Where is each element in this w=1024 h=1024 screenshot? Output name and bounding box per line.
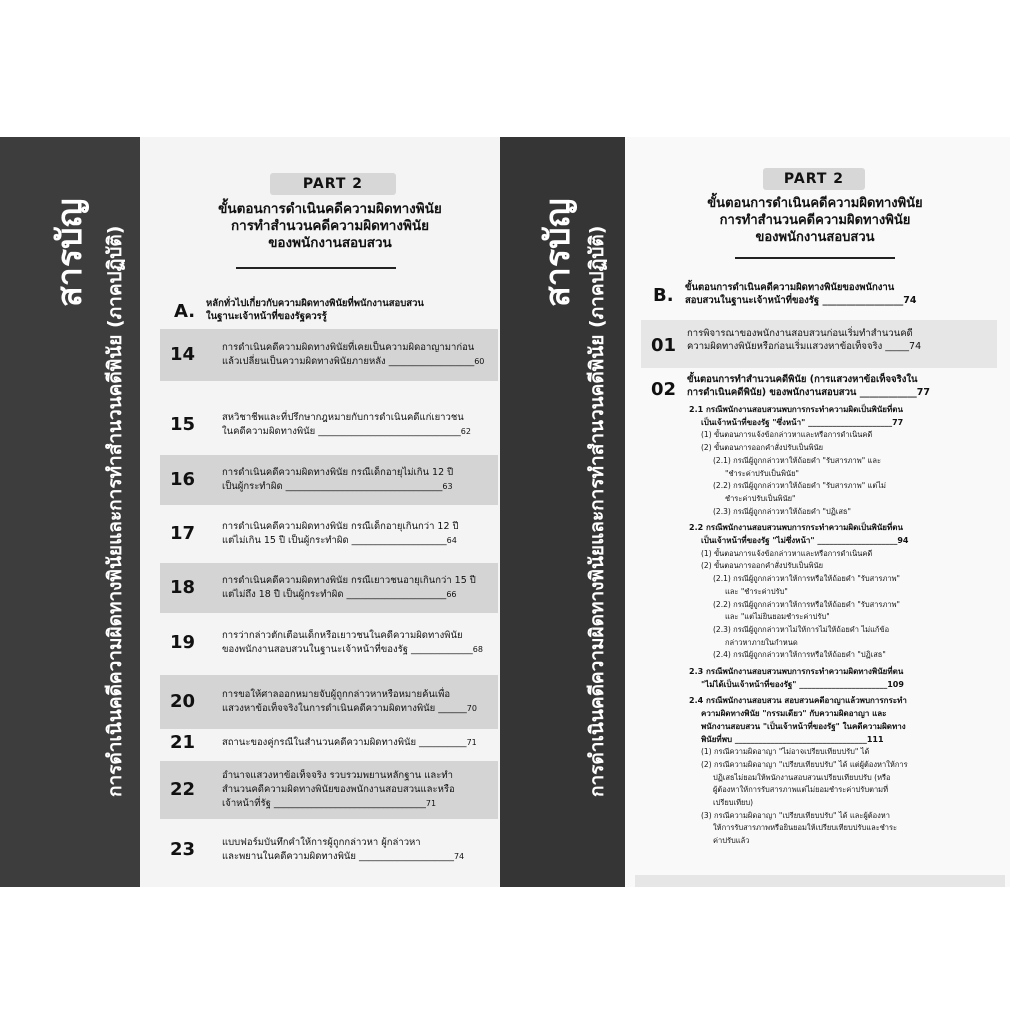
toc-entry-line: เจ้าหน้าที่รัฐ ________________________________ xyxy=(222,798,426,809)
toc-entry-text xyxy=(222,769,486,811)
toc-entry-number: 16 xyxy=(170,469,196,490)
toc-entry-line: สหวิชาชีพและที่ปรึกษากฎหมายกับการดำเนินคดีแก่เยาวชน xyxy=(222,412,464,423)
toc-subentry: (1) ขั้นตอนการแจ้งข้อกล่าวหาและหรือการดำเนินคดี xyxy=(701,548,873,558)
toc-entry-text xyxy=(222,411,486,439)
toc-entry-text xyxy=(222,466,486,494)
left-spine-title: สารบัญ xyxy=(50,198,90,307)
right-bottom-bar xyxy=(635,875,1005,887)
toc-subentry: (2.2) กรณีผู้ถูกกล่าวหาให้การหรือให้ถ้อยคำ "รับสารภาพ" xyxy=(713,599,901,609)
toc-entry-page: 70 xyxy=(466,704,477,713)
toc-subentry: ชำระค่าปรับเป็นพินัย" xyxy=(725,493,796,503)
left-section-line: หลักทั่วไปเกี่ยวกับความผิดทางพินัยที่พนักงานสอบสวน xyxy=(206,298,424,309)
toc-subentry: พินัยที่พบ _________________________________111 xyxy=(701,734,884,744)
toc-subentry: และ "ชำระค่าปรับ" xyxy=(725,586,788,596)
toc-subentry: (2.4) กรณีผู้ถูกกล่าวหาให้การหรือให้ถ้อยคำ "ปฏิเสธ" xyxy=(713,650,886,660)
left-heading-underline xyxy=(236,267,396,269)
toc-entry-line: การดำเนินคดีความผิดทางพินัยที่เคยเป็นความผิดอาญามาก่อน xyxy=(222,342,475,353)
toc-entry-number: 18 xyxy=(170,577,196,598)
toc-entry-text xyxy=(222,629,486,657)
toc-entry-line: แสวงหาข้อเท็จจริงในการดำเนินคดีความผิดทางพินัย ______ xyxy=(222,703,467,714)
toc-entry-line: การขอให้ศาลออกหมายจับผู้ถูกกล่าวหาหรือหมายค้นเพื่อ xyxy=(222,689,451,700)
toc-entry-page: 60 xyxy=(474,357,485,366)
toc-entry-text xyxy=(222,688,486,716)
toc-entry xyxy=(160,399,498,451)
toc-subentry: (2.1) กรณีผู้ถูกกล่าวหาให้การหรือให้ถ้อยคำ "รับสารภาพ" xyxy=(713,574,901,584)
right-entry-01-num: 01 xyxy=(651,335,677,356)
toc-entry-text xyxy=(222,574,486,602)
toc-entry xyxy=(160,675,498,729)
right-spine xyxy=(500,137,625,887)
toc-entry-line: สถานะของคู่กรณีในสำนวนคดีความผิดทางพินัย __________ xyxy=(222,737,467,748)
toc-subentry: (2) ขั้นตอนการออกคำสั่งปรับเป็นพินัย xyxy=(701,561,824,571)
toc-subentry: (2.3) กรณีผู้ถูกกล่าวหาไม่ให้การไม่ให้ถ้อยคำ ไม่แก้ข้อ xyxy=(713,624,890,634)
toc-subentry: "ไม่ได้เป็นเจ้าหน้าที่ของรัฐ" ______________________109 xyxy=(701,679,904,689)
toc-entry-number: 19 xyxy=(170,632,196,653)
left-spine xyxy=(0,137,140,887)
toc-subentry: 2.4 กรณีพนักงานสอบสวน สอบสวนคดีอาญาแล้วพบการกระทำ xyxy=(689,696,907,706)
toc-entry xyxy=(160,825,498,875)
right-heading-underline xyxy=(735,257,895,259)
toc-entry-text xyxy=(222,341,486,369)
toc-entry-line: การดำเนินคดีความผิดทางพินัย กรณีเด็กอายุเกินกว่า 12 ปี xyxy=(222,521,459,532)
right-heading-line: ขั้นตอนการดำเนินคดีความผิดทางพินัย xyxy=(707,196,923,211)
right-section-line: ขั้นตอนการดำเนินคดีความผิดทางพินัยของพนักงาน xyxy=(685,282,895,293)
toc-entry-line: ของพนักงานสอบสวนในฐานะเจ้าหน้าที่ของรัฐ _____________ xyxy=(222,644,473,655)
toc-entry-last-line xyxy=(222,736,486,750)
right-entry-02-num: 02 xyxy=(651,379,677,400)
toc-entry-last-line xyxy=(222,797,486,811)
right-entry-01-text xyxy=(687,327,987,353)
right-heading-line: การทำสำนวนคดีความผิดทางพินัย xyxy=(719,213,911,228)
toc-entry-number: 14 xyxy=(170,344,196,365)
toc-subentry: ให้การรับสารภาพหรือยินยอมให้เปรียบเทียบปรับและชำระ xyxy=(713,823,898,833)
toc-subentry: ความผิดทางพินัย "กรรมเดียว" กับความผิดอาญา และ xyxy=(701,709,887,719)
left-section-text xyxy=(206,297,476,323)
toc-subentry: เปรียบเทียบ) xyxy=(713,798,754,807)
left-heading xyxy=(180,201,480,252)
toc-entry-line: การดำเนินคดีความผิดทางพินัย กรณีเด็กอายุไม่เกิน 12 ปี xyxy=(222,467,454,478)
toc-entry-line: การดำเนินคดีความผิดทางพินัย กรณีเยาวชนอายุเกินกว่า 15 ปี xyxy=(222,575,476,586)
toc-subentry: (1) ขั้นตอนการแจ้งข้อกล่าวหาและหรือการดำเนินคดี xyxy=(701,430,873,440)
toc-entry-page: 66 xyxy=(446,590,457,599)
toc-subentry: ค่าปรับแล้ว xyxy=(713,836,750,846)
toc-entry xyxy=(160,455,498,505)
toc-subentry: (2) ขั้นตอนการออกคำสั่งปรับเป็นพินัย xyxy=(701,443,824,453)
toc-subentry: 2.3 กรณีพนักงานสอบสวนพบการกระทำความผิดทางพินัยที่ตน xyxy=(689,667,904,676)
toc-subentry: (2.3) กรณีผู้ถูกกล่าวหาให้ถ้อยคำ "ปฏิเสธ" xyxy=(713,506,851,516)
toc-entry-page: 62 xyxy=(460,427,471,436)
right-section-letter: B. xyxy=(653,285,674,306)
toc-entry-last-line xyxy=(222,702,486,716)
toc-entry-number: 17 xyxy=(170,523,196,544)
toc-entry-last-line xyxy=(222,355,486,369)
toc-subentry: (2) กรณีความผิดอาญา "เปรียบเทียบปรับ" ได้ แต่ผู้ต้องหาให้การ xyxy=(701,759,908,769)
toc-entry-line: แบบฟอร์มบันทึกคำให้การผู้ถูกกล่าวหา ผู้กล่าวหา xyxy=(222,837,421,848)
toc-subentry: 2.1 กรณีพนักงานสอบสวนพบการกระทำความผิดเป็นพินัยที่ตน xyxy=(689,405,903,414)
toc-entry xyxy=(160,563,498,613)
toc-subentry: ปฏิเสธไม่ยอมให้พนักงานสอบสวนเปรียบเทียบปรับ (หรือ xyxy=(713,772,891,782)
toc-entry-page: 74 xyxy=(453,852,465,861)
toc-subentry: (2.2) กรณีผู้ถูกกล่าวหาให้ถ้อยคำ "รับสารภาพ" แต่ไม่ xyxy=(713,481,886,491)
toc-entry-line: แต่ไม่ถึง 18 ปี เป็นผู้กระทำผิด _____________________ xyxy=(222,589,447,600)
toc-entry-line: แต่ไม่เกิน 15 ปี เป็นผู้กระทำผิด ____________________ xyxy=(222,535,447,546)
toc-entry-page: 63 xyxy=(442,482,453,491)
left-heading-line: การทำสำนวนคดีความผิดทางพินัย xyxy=(230,218,430,234)
toc-entry-line: เป็นผู้กระทำผิด _________________________________ xyxy=(222,481,443,492)
toc-entry-line: ในคดีความผิดทางพินัย ______________________________ xyxy=(222,426,461,437)
toc-subentry: (3) กรณีความผิดอาญา "เปรียบเทียบปรับ" ได้ และผู้ต้องหา xyxy=(701,810,890,820)
right-entry-01-line: ความผิดทางพินัยหรือก่อนเริ่มแสวงหาข้อเท็จจริง _____74 xyxy=(687,341,922,352)
right-section-text xyxy=(685,281,985,307)
toc-entry-line: การว่ากล่าวตักเตือนเด็กหรือเยาวชนในคดีความผิดทางพินัย xyxy=(222,630,463,641)
left-part-badge: PART 2 xyxy=(270,173,396,195)
toc-entry-number: 21 xyxy=(170,732,196,753)
toc-subentry: เป็นเจ้าหน้าที่ของรัฐ "ไม่ซึ่งหน้า" ____________________94 xyxy=(701,536,909,545)
right-entry-02-line: การดำเนินคดีพินัย) ของพนักงานสอบสวน ____________77 xyxy=(687,387,930,398)
toc-entry xyxy=(160,329,498,381)
toc-subentry: (2.1) กรณีผู้ถูกกล่าวหาให้ถ้อยคำ "รับสารภาพ" และ xyxy=(713,455,881,465)
toc-entry-line: และพยานในคดีความผิดทางพินัย ____________________ xyxy=(222,851,454,862)
toc-entry-page: 64 xyxy=(446,536,457,545)
toc-subentry: "ชำระค่าปรับเป็นพินัย" xyxy=(725,468,799,478)
toc-entry-number: 20 xyxy=(170,691,196,712)
toc-subentry: ผู้ต้องหาให้การรับสารภาพแต่ไม่ยอมชำระค่าปรับตามที่ xyxy=(713,785,889,795)
toc-entry-last-line xyxy=(222,588,486,602)
toc-entry-number: 22 xyxy=(170,779,196,800)
left-spine-subtitle: การดำเนินคดีความผิดทางพินัยและการทำสำนวนคดีพินัย (ภาคปฏิบัติ) xyxy=(104,225,126,797)
toc-entry-text xyxy=(222,836,486,864)
right-entry-01-line: การพิจารณาของพนักงานสอบสวนก่อนเริ่มทำสำนวนคดี xyxy=(687,328,913,339)
toc-subentry: เป็นเจ้าหน้าที่ของรัฐ "ซึ่งหน้า" _____________________77 xyxy=(701,417,904,427)
toc-entry-text xyxy=(222,736,486,750)
toc-entry-page: 71 xyxy=(425,799,437,808)
left-heading-line: ของพนักงานสอบสวน xyxy=(268,235,392,251)
toc-entry-last-line xyxy=(222,534,486,548)
toc-subentry: กล่าวหาภายในกำหนด xyxy=(725,637,798,647)
toc-subentry: และ "แต่ไม่ยินยอมชำระค่าปรับ" xyxy=(725,612,830,622)
toc-entry-last-line xyxy=(222,850,486,864)
toc-entry-number: 15 xyxy=(170,414,196,435)
left-section-letter: A. xyxy=(174,301,196,322)
toc-entry-page: 68 xyxy=(472,645,483,654)
toc-subentry: พนักงานสอบสวน "เป็นเจ้าหน้าที่ของรัฐ" ในคดีความผิดทาง xyxy=(701,721,906,731)
right-heading xyxy=(665,195,965,246)
right-entry-02-line: ขั้นตอนการทำสำนวนคดีพินัย (การแสวงหาข้อเท็จจริงใน xyxy=(687,374,918,385)
right-spine-title: สารบัญ xyxy=(538,198,578,307)
toc-subentry: 2.2 กรณีพนักงานสอบสวนพบการกระทำความผิดเป็นพินัยที่ตน xyxy=(689,523,903,533)
toc-entry xyxy=(160,761,498,819)
right-heading-line: ของพนักงานสอบสวน xyxy=(755,230,875,245)
left-page xyxy=(140,137,502,887)
right-part-badge: PART 2 xyxy=(763,168,865,190)
right-section-line: สอบสวนในฐานะเจ้าหน้าที่ของรัฐ _________________74 xyxy=(685,295,917,306)
toc-subentry: (1) กรณีความผิดอาญา "ไม่อาจเปรียบเทียบปรับ" ได้ xyxy=(701,747,870,757)
toc-entry-last-line xyxy=(222,480,486,494)
toc-entry xyxy=(160,729,498,757)
toc-entry-number: 23 xyxy=(170,839,196,860)
right-entry-02-text xyxy=(687,373,987,399)
toc-entry-line: แล้วเปลี่ยนเป็นความผิดทางพินัยภายหลัง __________________ xyxy=(222,356,475,367)
toc-entry-last-line xyxy=(222,643,486,657)
right-spine-subtitle: การดำเนินคดีความผิดทางพินัยและการทำสำนวนคดีพินัย (ภาคปฏิบัติ) xyxy=(586,225,608,797)
toc-entry-text xyxy=(222,520,486,548)
toc-entry xyxy=(160,509,498,559)
right-page xyxy=(625,137,1010,887)
toc-entry-page: 71 xyxy=(466,738,477,747)
left-section-line: ในฐานะเจ้าหน้าที่ของรัฐควรรู้ xyxy=(206,311,327,322)
toc-entry-line: อำนาจแสวงหาข้อเท็จจริง รวบรวมพยานหลักฐาน และทำ xyxy=(222,770,453,781)
toc-entry-line: สำนวนคดีความผิดทางพินัยของพนักงานสอบสวนและหรือ xyxy=(222,784,455,795)
toc-entry-last-line xyxy=(222,425,486,439)
toc-entry xyxy=(160,617,498,669)
left-heading-line: ขั้นตอนการดำเนินคดีความผิดทางพินัย xyxy=(218,201,442,217)
